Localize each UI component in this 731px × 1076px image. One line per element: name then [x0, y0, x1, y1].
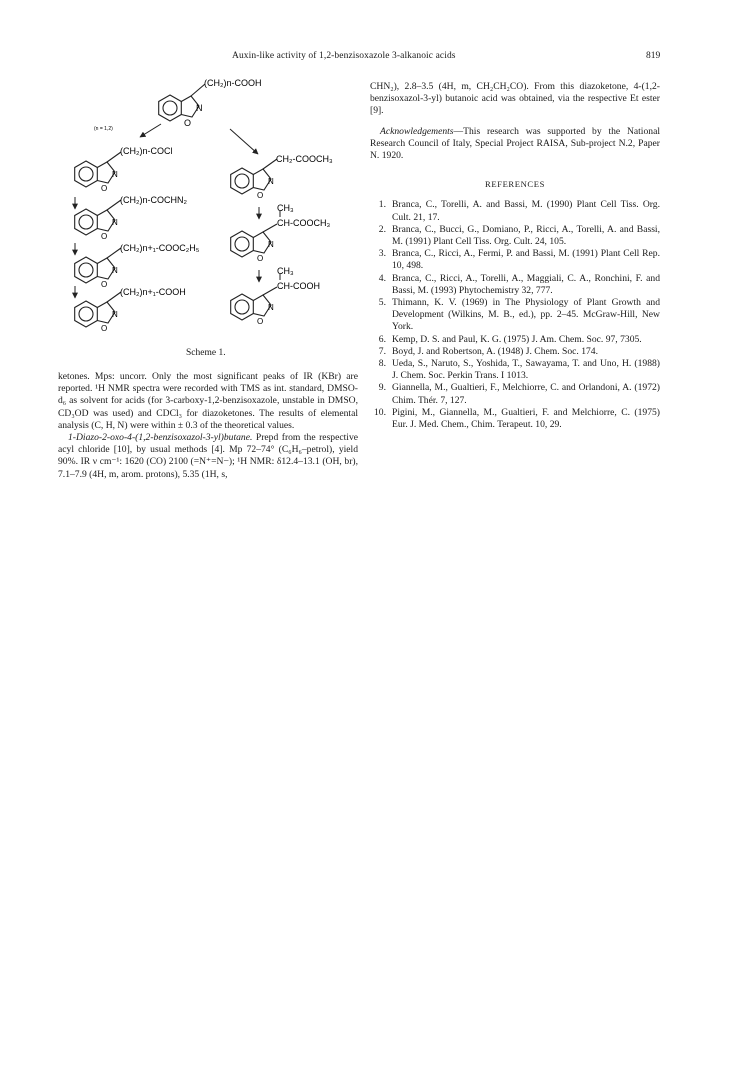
- reference-number: 4.: [378, 272, 386, 284]
- reference-item: [370, 248, 660, 272]
- experimental-paragraph: ketones. Mps: uncorr. Only the most significant peaks of IR (KBr) are reported. ¹H NMR spectra were recorded with TMS as int. standard, DMSO-d₆ as solvent for acids (for 3-carboxy-1,2-benzisoxazole, unstable in DMSO, CD₃OD was used) and CDCl₃ for diazoketones. The results of elemental analysis (C, H, N) were within ± 0.3 of the theoretical values.: [58, 371, 358, 431]
- ring-o-label: O: [257, 254, 264, 263]
- reference-number: 1.: [378, 199, 386, 211]
- reference-number: 5.: [378, 297, 386, 309]
- reference-item: [370, 334, 660, 346]
- reference-item: [370, 273, 660, 297]
- branched-acid-label: CH-COOH: [277, 281, 320, 291]
- reference-list: [370, 199, 660, 431]
- reference-item: [370, 382, 660, 406]
- reference-text: Branca, C., Ricci, A., Torelli, A., Maggiali, C. A., Ronchini, F. and Bassi, M. (1993) Phytochemistry 32, 777.: [392, 272, 660, 296]
- reference-number: 2.: [378, 223, 386, 235]
- reference-text: Boyd, J. and Robertson, A. (1948) J. Chem. Soc. 174.: [392, 345, 598, 357]
- ring-o-label: O: [101, 232, 108, 241]
- acknowledgements-paragraph: [370, 126, 660, 163]
- reference-text: Ueda, S., Naruto, S., Yoshida, T., Sawayama, T. and Uno, H. (1988) J. Chem. Soc. Perkin Trans. I 1013.: [392, 358, 660, 382]
- reference-text: Branca, C., Bucci, G., Domiano, P., Ricci, A., Torelli, A. and Bassi, M. (1991) Plant Cell Tiss. Org. Cult. 24, 105.: [392, 223, 660, 248]
- top-ring-n-label: N: [196, 103, 203, 113]
- reference-number: 6.: [378, 333, 386, 345]
- ring-n-label: N: [268, 177, 274, 186]
- reaction-scheme: [58, 74, 364, 370]
- right-column: [370, 81, 660, 431]
- methyl-branch-label-1: CH₃: [277, 203, 294, 213]
- reference-text: Kemp, D. S. and Paul, K. G. (1975) J. Am. Chem. Soc. 97, 7305.: [392, 333, 642, 345]
- ring-n-label: N: [268, 240, 274, 249]
- continuation-paragraph: CHN₂), 2.8–3.5 (4H, m, CH₂CH₂CO). From this diazoketone, 4-(1,2-benzisoxazol-3-yl) butanoic acid was obtained, via the respective Et ester [9].: [370, 81, 660, 117]
- n-range-note: (n = 1,2): [94, 126, 113, 132]
- ring-o-label: O: [257, 317, 264, 326]
- ring-o-label: O: [101, 184, 108, 193]
- top-substituent-label: (CH₂)n-COOH: [204, 78, 262, 88]
- references-heading: REFERENCES: [485, 179, 545, 190]
- ring-n-label: N: [112, 266, 118, 275]
- reference-number: 7.: [378, 345, 386, 357]
- scheme-caption: Scheme 1.: [186, 348, 226, 358]
- reference-text: Giannella, M., Gualtieri, F., Melchiorre, C. and Orlandoni, A. (1972) Chim. Thér. 7, 127.: [392, 382, 660, 406]
- left-column: [58, 371, 358, 481]
- ring-n-label: N: [112, 218, 118, 227]
- branched-ester-label: CH-COOCH₃: [277, 218, 331, 228]
- reference-item: [370, 407, 660, 431]
- compound-body: Prepd from the respective acyl chloride [10], by usual methods [4]. Mp 72–74° (C₆H₆–petrol), yield 90%. IR ν cm⁻¹: 1620 (CO) 2100 (=N⁺=N−); ¹H NMR: δ12.4–13.1 (OH, br), 7.1–7.9 (4H, m, arom. protons), 5.35 (1H, s,: [58, 432, 358, 480]
- compound-paragraph: [58, 432, 358, 481]
- ring-o-label: O: [101, 280, 108, 289]
- reference-text: Pigini, M., Giannella, M., Gualtieri, F. and Melchiorre, C. (1975) Eur. J. Med. Chem., Chim. Terapeut. 10, 29.: [392, 406, 660, 431]
- reference-number: 10.: [374, 406, 386, 418]
- top-ring-o-label: O: [184, 118, 192, 128]
- arrow-left-branch: [140, 124, 161, 137]
- reference-item: [370, 224, 660, 248]
- ring-n-label: N: [268, 303, 274, 312]
- reference-text: Thimann, K. V. (1969) in The Physiology of Plant Growth and Development (Wilkins, M. B., ed.), pp. 2–45. McGraw-Hill, New York.: [392, 297, 660, 333]
- reference-item: [370, 297, 660, 334]
- branched-ester-structure: [231, 211, 280, 257]
- reference-item: [370, 358, 660, 382]
- methyl-ester-label: CH₂-COOCH₃: [276, 154, 333, 164]
- acyl-chloride-label: (CH₂)n-COCl: [120, 146, 173, 156]
- ring-o-label: O: [257, 191, 264, 200]
- reference-text: Branca, C., Ricci, A., Fermi, P. and Bassi, M. (1991) Plant Cell Rep. 10, 498.: [392, 248, 660, 272]
- reference-number: 3.: [378, 248, 386, 260]
- methyl-branch-label-2: CH₃: [277, 266, 294, 276]
- reference-number: 8.: [378, 358, 386, 370]
- diazoketone-label: (CH₂)n-COCHN₂: [120, 195, 187, 205]
- ethyl-ester-label: (CH₂)n+₁-COOC₂H₅: [120, 243, 200, 253]
- ring-n-label: N: [112, 170, 118, 179]
- arrow-right-branch: [230, 129, 258, 154]
- page-number: 819: [646, 51, 661, 61]
- ring-o-label: O: [101, 324, 108, 333]
- reference-item: [370, 346, 660, 358]
- branched-acid-structure: [231, 274, 280, 320]
- reference-number: 9.: [378, 382, 386, 394]
- acknowledgements-text: —This research was supported by the National Research Council of Italy, Special Project RAISA, Sub-project N.2, Paper N. 1920.: [370, 125, 660, 162]
- ring-n-label: N: [112, 310, 118, 319]
- reference-item: [370, 199, 660, 223]
- acknowledgements-label: Acknowledgements: [380, 125, 454, 137]
- compound-title: 1-Diazo-2-oxo-4-(1,2-benzisoxazol-3-yl)butane.: [68, 432, 253, 444]
- reference-text: Branca, C., Torelli, A. and Bassi, M. (1990) Plant Cell Tiss. Org. Cult. 21, 17.: [392, 199, 660, 223]
- running-title: Auxin-like activity of 1,2-benzisoxazole 3-alkanoic acids: [232, 51, 456, 61]
- homolog-acid-label: (CH₂)n+₁-COOH: [120, 287, 186, 297]
